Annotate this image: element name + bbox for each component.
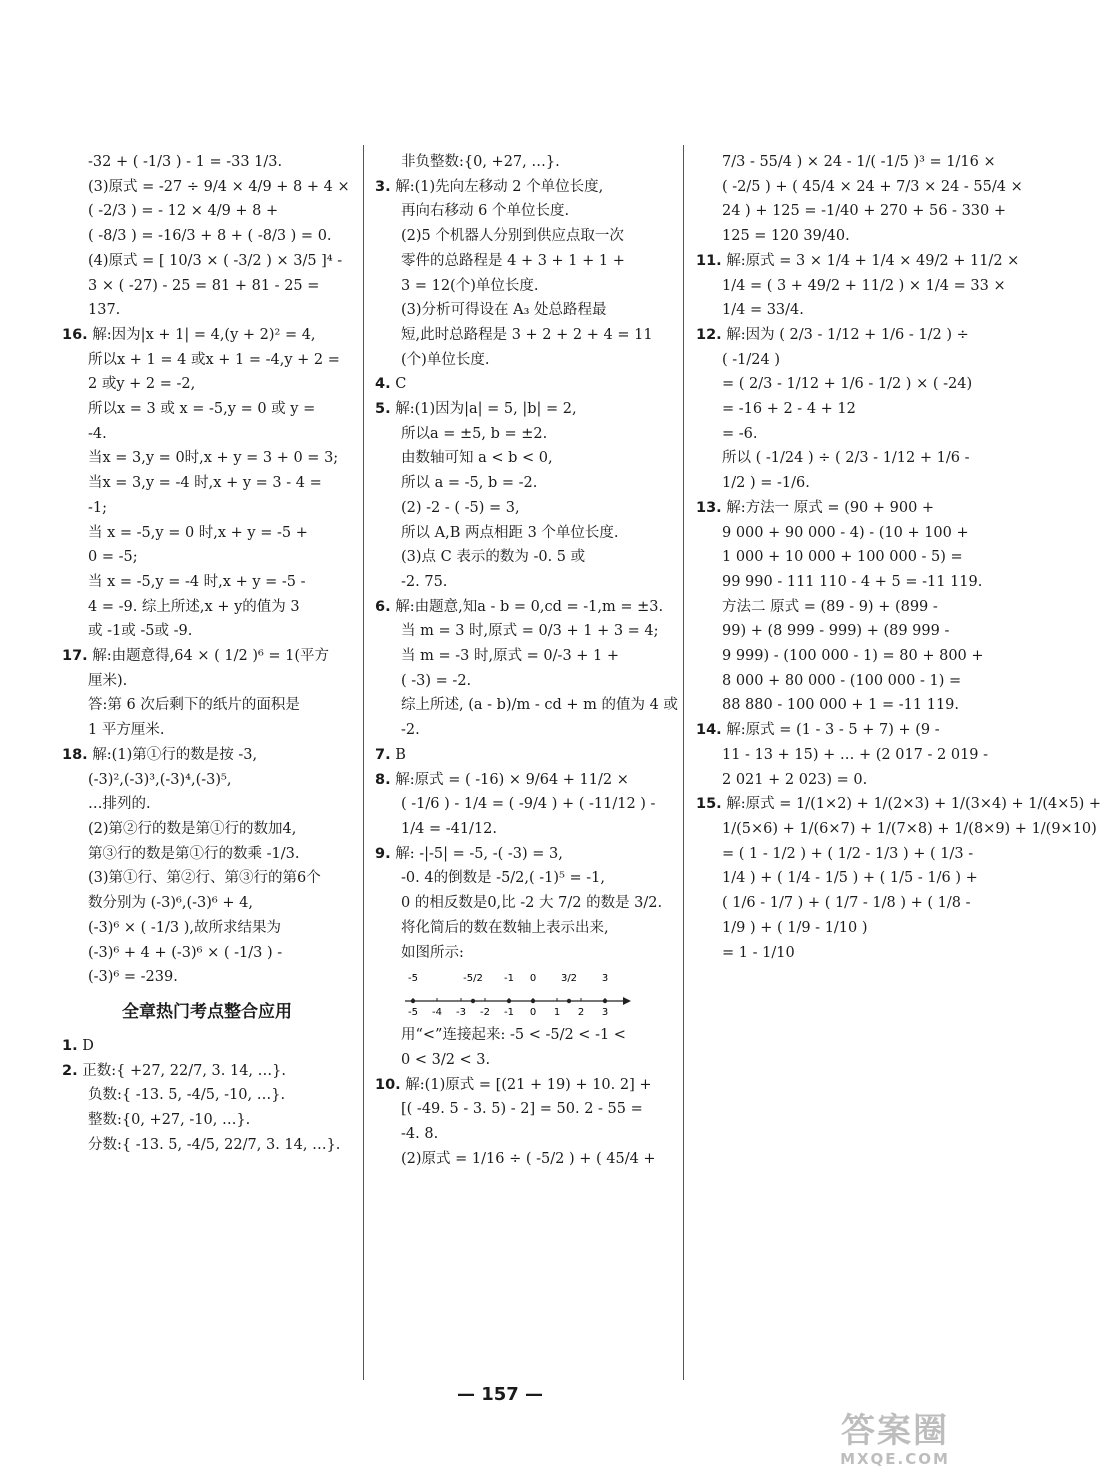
answer-text: 整数:{0, +27, -10, …}. bbox=[88, 1112, 251, 1129]
answer-text: 非负整数:{0, +27, …}. bbox=[401, 154, 560, 170]
answer-text: ( -3) = -2. bbox=[401, 672, 472, 689]
answer-line bbox=[62, 595, 352, 620]
answer-text: ( -2/5 ) + ( 45/4 × 24 + 7/3 × 24 - 55/4 × bbox=[722, 178, 1023, 195]
answer-text: 8 000 + 80 000 - (100 000 - 1) = bbox=[722, 672, 962, 689]
answer-text: (-3)⁶ × ( -1/3 ),故所求结果为 bbox=[88, 919, 281, 936]
answer-text: 1/(5×6) + 1/(6×7) + 1/(7×8) + 1/(8×9) + 1/(9×10) bbox=[722, 820, 1097, 837]
answer-text: 1/4 ) + ( 1/4 - 1/5 ) + ( 1/5 - 1/6 ) + bbox=[722, 870, 978, 887]
answer-line bbox=[375, 866, 665, 891]
answer-text: = -6. bbox=[722, 425, 758, 442]
answer-text: 解:因为|x + 1| = 4,(y + 2)² = 4, bbox=[92, 326, 316, 343]
answer-line bbox=[375, 595, 665, 620]
answer-text: 正数:{ +27, 22/7, 3. 14, …}. bbox=[82, 1062, 286, 1079]
question-number: 3. bbox=[375, 178, 391, 195]
answer-text: ( -1/24 ) bbox=[722, 351, 780, 368]
answer-line bbox=[696, 570, 986, 595]
answer-line bbox=[375, 471, 665, 496]
tick-label: 0 bbox=[529, 1007, 537, 1019]
answer-text: -2. bbox=[401, 722, 420, 739]
answer-line bbox=[375, 743, 665, 768]
answer-text: -1; bbox=[88, 499, 108, 516]
answer-text: (3)第①行、第②行、第③行的第6个 bbox=[88, 870, 321, 887]
answer-line bbox=[375, 323, 665, 348]
question-number: 18. bbox=[62, 746, 88, 763]
point-marker bbox=[603, 999, 607, 1003]
answer-line bbox=[62, 249, 352, 274]
answer-line bbox=[696, 496, 986, 521]
answer-text: 负数:{ -13. 5, -4/5, -10, …}. bbox=[88, 1087, 286, 1104]
answer-text: ( -8/3 ) = -16/3 + 8 + ( -8/3 ) = 0. bbox=[88, 228, 332, 245]
question-number: 2. bbox=[62, 1062, 78, 1079]
answer-line bbox=[375, 1048, 665, 1073]
tick-label: 2 bbox=[577, 1007, 585, 1019]
answer-line bbox=[62, 644, 352, 669]
answer-text: (2)5 个机器人分别到供应点取一次 bbox=[401, 228, 624, 245]
answer-line bbox=[375, 397, 665, 422]
answer-line bbox=[696, 718, 986, 743]
answer-line bbox=[62, 792, 352, 817]
question-number: 13. bbox=[696, 499, 722, 516]
question-number: 7. bbox=[375, 746, 391, 763]
question-number: 16. bbox=[62, 326, 88, 343]
answer-line bbox=[696, 471, 986, 496]
answer-line bbox=[62, 446, 352, 471]
answer-text: 88 880 - 100 000 + 1 = -11 119. bbox=[722, 697, 960, 714]
answer-line bbox=[375, 916, 665, 941]
answer-text: ( -2/3 ) = - 12 × 4/9 + 8 + bbox=[88, 203, 279, 220]
point-marker bbox=[411, 999, 415, 1003]
answer-text: (个)单位长度. bbox=[401, 351, 490, 368]
answer-text: -2. 75. bbox=[401, 573, 448, 590]
answer-text: 3 × ( -27) - 25 = 81 + 81 - 25 = bbox=[88, 277, 320, 294]
answer-line bbox=[696, 644, 986, 669]
answer-line bbox=[375, 1073, 665, 1098]
answer-text: 解:由题意,知a - b = 0,cd = -1,m = ±3. bbox=[395, 598, 664, 615]
answer-line bbox=[62, 545, 352, 570]
answer-text: 24 ) + 125 = -1/40 + 270 + 56 - 330 + bbox=[722, 203, 1007, 220]
answer-text: 3 = 12(个)单位长度. bbox=[401, 277, 539, 294]
answer-text: 数分别为 (-3)⁶,(-3)⁶ + 4, bbox=[88, 895, 253, 912]
answer-text: = ( 1 - 1/2 ) + ( 1/2 - 1/3 ) + ( 1/3 - bbox=[722, 845, 974, 862]
answer-line bbox=[62, 521, 352, 546]
answer-line bbox=[62, 397, 352, 422]
answer-line bbox=[62, 224, 352, 249]
answer-text: = ( 2/3 - 1/12 + 1/6 - 1/2 ) × ( -24) bbox=[722, 376, 973, 393]
answer-line bbox=[62, 471, 352, 496]
answer-line bbox=[375, 521, 665, 546]
answer-text: 1/4 = ( 3 + 49/2 + 11/2 ) × 1/4 = 33 × bbox=[722, 277, 1006, 294]
answer-line bbox=[62, 1133, 352, 1158]
answer-text: 所以x + 1 = 4 或x + 1 = -4,y + 2 = bbox=[88, 351, 340, 368]
answer-line bbox=[696, 298, 986, 323]
answer-line bbox=[62, 422, 352, 447]
answer-text: 分数:{ -13. 5, -4/5, 22/7, 3. 14, …}. bbox=[88, 1136, 341, 1153]
answer-text: 0 的相反数是0,比 -2 大 7/2 的数是 3/2. bbox=[401, 895, 663, 912]
watermark-url: MXQE.COM bbox=[840, 1450, 950, 1468]
point-label: -5/2 bbox=[463, 973, 483, 985]
answer-line bbox=[375, 224, 665, 249]
answer-text: 所以 A,B 两点相距 3 个单位长度. bbox=[401, 524, 619, 541]
answer-line bbox=[62, 323, 352, 348]
answer-line bbox=[375, 175, 665, 200]
answer-text: D bbox=[82, 1037, 94, 1054]
answer-line bbox=[375, 249, 665, 274]
answer-line bbox=[375, 669, 665, 694]
question-number: 10. bbox=[375, 1076, 401, 1093]
answer-text: 1/4 = -41/12. bbox=[401, 820, 497, 837]
answer-line bbox=[375, 496, 665, 521]
answer-text: -4. bbox=[88, 425, 107, 442]
answer-text: -0. 4的倒数是 -5/2,( -1)⁵ = -1, bbox=[401, 870, 605, 887]
answer-line bbox=[375, 891, 665, 916]
answer-line bbox=[62, 570, 352, 595]
answer-text: 解:原式 = 3 × 1/4 + 1/4 × 49/2 + 11/2 × bbox=[726, 252, 1020, 269]
tick-label: 1 bbox=[553, 1007, 561, 1019]
answer-line bbox=[696, 891, 986, 916]
answer-text: 厘米). bbox=[88, 672, 128, 689]
question-number: 6. bbox=[375, 598, 391, 615]
answer-text: 解:方法一 原式 = (90 + 900 + bbox=[726, 499, 935, 516]
answer-text: 当x = 3,y = -4 时,x + y = 3 - 4 = bbox=[88, 475, 322, 492]
tick-label: -4 bbox=[432, 1007, 442, 1019]
question-number: 17. bbox=[62, 648, 88, 665]
answer-text: 99) + (8 999 - 999) + (89 999 - bbox=[722, 623, 950, 640]
tick-label: -5 bbox=[408, 1007, 418, 1019]
answer-text: 所以a = ±5, b = ±2. bbox=[401, 425, 548, 442]
answer-text: 0 = -5; bbox=[88, 549, 138, 566]
answer-line bbox=[375, 570, 665, 595]
answer-text: -4. 8. bbox=[401, 1126, 439, 1143]
answer-text: 11 - 13 + 15) + … + (2 017 - 2 019 - bbox=[722, 746, 989, 763]
answer-text: 当 x = -5,y = 0 时,x + y = -5 + bbox=[88, 524, 308, 541]
question-number: 11. bbox=[696, 252, 722, 269]
answer-line bbox=[696, 619, 986, 644]
question-number: 8. bbox=[375, 771, 391, 788]
answer-text: 解:(1)原式 = [(21 + 19) + 10. 2] + bbox=[405, 1076, 652, 1093]
answer-line bbox=[375, 545, 665, 570]
answer-line bbox=[375, 941, 665, 966]
answer-line bbox=[375, 348, 665, 373]
answer-text: 1/2 ) = -1/6. bbox=[722, 475, 810, 492]
answer-text: B bbox=[395, 746, 406, 763]
answer-text: 将化简后的数在数轴上表示出来, bbox=[401, 919, 609, 936]
answer-text: 由数轴可知 a < b < 0, bbox=[401, 450, 553, 467]
tick-label: 3 bbox=[601, 1007, 609, 1019]
answer-line bbox=[696, 175, 1023, 200]
answer-text: 2 或y + 2 = -2, bbox=[88, 376, 196, 393]
answer-text: 综上所述, (a - b)/m - cd + m 的值为 4 或 bbox=[401, 697, 678, 714]
point-label: 3/2 bbox=[560, 973, 578, 985]
answer-text: 答:第 6 次后剩下的纸片的面积是 bbox=[88, 697, 300, 714]
answer-line bbox=[375, 422, 665, 447]
answer-line bbox=[375, 372, 665, 397]
answer-text: 短,此时总路程是 3 + 2 + 2 + 4 = 11 bbox=[401, 326, 653, 343]
answer-text: 125 = 120 39/40. bbox=[722, 228, 850, 245]
answer-text: (3)原式 = -27 ÷ 9/4 × 4/9 + 8 + 4 × bbox=[88, 178, 350, 195]
answer-line bbox=[375, 817, 665, 842]
question-number: 15. bbox=[696, 796, 722, 813]
question-number: 1. bbox=[62, 1037, 78, 1054]
answer-text: 解:因为 ( 2/3 - 1/12 + 1/6 - 1/2 ) ÷ bbox=[726, 326, 969, 343]
answer-line bbox=[62, 1059, 352, 1084]
answer-line bbox=[696, 422, 986, 447]
answer-text: = 1 - 1/10 bbox=[722, 944, 795, 961]
answer-line bbox=[62, 298, 352, 323]
answer-line bbox=[375, 274, 665, 299]
answer-text: 方法二 原式 = (89 - 9) + (899 - bbox=[722, 598, 938, 615]
answer-text: 再向右移动 6 个单位长度. bbox=[401, 203, 570, 220]
answer-line bbox=[696, 150, 996, 175]
answer-text: (3)点 C 表示的数为 -0. 5 或 bbox=[401, 549, 586, 566]
answer-line bbox=[375, 842, 665, 867]
tick-label: -2 bbox=[480, 1007, 490, 1019]
answer-line bbox=[62, 496, 352, 521]
point-marker bbox=[471, 999, 475, 1003]
answer-line bbox=[375, 199, 665, 224]
answer-text: 如图所示: bbox=[401, 944, 464, 961]
answer-text: 0 < 3/2 < 3. bbox=[401, 1051, 491, 1068]
answer-line bbox=[62, 1083, 352, 1108]
point-marker bbox=[567, 999, 571, 1003]
question-number: 14. bbox=[696, 722, 722, 739]
answer-line bbox=[62, 768, 352, 793]
answer-line bbox=[375, 718, 665, 743]
answer-line bbox=[375, 446, 665, 471]
question-number: 9. bbox=[375, 845, 391, 862]
answer-text: (-3)⁶ = -239. bbox=[88, 969, 178, 986]
answer-line bbox=[696, 348, 986, 373]
answer-text: ( -1/6 ) - 1/4 = ( -9/4 ) + ( -11/12 ) - bbox=[401, 796, 656, 813]
answer-line bbox=[375, 1097, 665, 1122]
answer-text: C bbox=[395, 376, 407, 393]
page-number: — 157 — bbox=[456, 1384, 544, 1405]
answer-text: 解:(1)因为|a| = 5, |b| = 2, bbox=[395, 401, 577, 418]
answer-line bbox=[696, 916, 986, 941]
answer-text: ( 1/6 - 1/7 ) + ( 1/7 - 1/8 ) + ( 1/8 - bbox=[722, 895, 971, 912]
number-line-figure bbox=[401, 967, 631, 1019]
answer-text: 解:原式 = ( -16) × 9/64 + 11/2 × bbox=[395, 771, 629, 788]
answer-line bbox=[375, 298, 665, 323]
answer-text: 所以 a = -5, b = -2. bbox=[401, 475, 538, 492]
answer-line bbox=[62, 916, 352, 941]
point-label: 0 bbox=[529, 973, 537, 985]
answer-line bbox=[696, 446, 986, 471]
answer-line bbox=[696, 866, 986, 891]
answer-line bbox=[62, 175, 352, 200]
point-marker bbox=[531, 999, 535, 1003]
answer-line bbox=[375, 644, 665, 669]
answer-line bbox=[62, 718, 352, 743]
point-marker bbox=[507, 999, 511, 1003]
answer-text: 137. bbox=[88, 302, 121, 319]
answer-line bbox=[62, 842, 352, 867]
answer-line bbox=[62, 817, 352, 842]
question-number: 5. bbox=[375, 401, 391, 418]
answer-text: 用“<”连接起来: -5 < -5/2 < -1 < bbox=[401, 1027, 626, 1044]
point-label: 3 bbox=[601, 973, 609, 985]
left-column bbox=[62, 150, 352, 1380]
answer-text: (2)第②行的数是第①行的数加4, bbox=[88, 820, 297, 837]
answer-text: (3)分析可得设在 A₃ 处总路程最 bbox=[401, 302, 607, 319]
arrow-icon bbox=[623, 997, 631, 1005]
answer-text: 解:(1)第①行的数是按 -3, bbox=[92, 746, 258, 763]
section-heading: 全章热门考点整合应用 bbox=[122, 1001, 292, 1022]
answer-text: 1 平方厘米. bbox=[88, 722, 165, 739]
answer-line bbox=[696, 521, 986, 546]
answer-text: [( -49. 5 - 3. 5) - 2] = 50. 2 - 55 = bbox=[401, 1101, 643, 1118]
answer-text: 所以x = 3 或 x = -5,y = 0 或 y = bbox=[88, 401, 316, 418]
answer-text: 当 m = 3 时,原式 = 0/3 + 1 + 3 = 4; bbox=[401, 623, 659, 640]
answer-line bbox=[696, 274, 1006, 299]
answer-text: = -16 + 2 - 4 + 12 bbox=[722, 401, 856, 418]
answer-line bbox=[62, 150, 352, 175]
answer-text: 7/3 - 55/4 ) × 24 - 1/( -1/5 )³ = 1/16 × bbox=[722, 154, 996, 170]
answer-line bbox=[62, 965, 352, 990]
answer-text: 9 000 + 90 000 - 4) - (10 + 100 + bbox=[722, 524, 969, 541]
answer-line bbox=[62, 743, 352, 768]
answer-line bbox=[696, 323, 986, 348]
answer-line bbox=[696, 792, 1101, 817]
answer-line bbox=[375, 1122, 665, 1147]
column-divider bbox=[683, 145, 684, 1380]
answer-text: -32 + ( -1/3 ) - 1 = -33 1/3. bbox=[88, 154, 283, 170]
answer-line bbox=[375, 1023, 665, 1048]
answer-line bbox=[696, 249, 1020, 274]
answer-line bbox=[375, 693, 678, 718]
answer-text: (2) -2 - ( -5) = 3, bbox=[401, 499, 520, 516]
answer-line bbox=[62, 891, 352, 916]
answer-text: 解:由题意得,64 × ( 1/2 )⁶ = 1(平方 bbox=[92, 648, 330, 665]
answer-line bbox=[696, 842, 986, 867]
answer-text: 当 m = -3 时,原式 = 0/-3 + 1 + bbox=[401, 648, 620, 665]
answer-text: 2 021 + 2 023) = 0. bbox=[722, 771, 868, 788]
answer-line bbox=[62, 1108, 352, 1133]
answer-line bbox=[62, 619, 352, 644]
answer-line bbox=[696, 693, 986, 718]
answer-line bbox=[696, 397, 986, 422]
answer-line bbox=[696, 743, 989, 768]
answer-text: (2)原式 = 1/16 ÷ ( -5/2 ) + ( 45/4 + bbox=[401, 1150, 656, 1167]
answer-line bbox=[62, 941, 352, 966]
answer-line bbox=[375, 150, 665, 175]
answer-line bbox=[62, 348, 352, 373]
answer-line bbox=[696, 595, 986, 620]
watermark-logo bbox=[795, 1412, 995, 1468]
answer-text: 1/9 ) + ( 1/9 - 1/10 ) bbox=[722, 919, 868, 936]
watermark-title: 答案圈 bbox=[841, 1411, 949, 1451]
answer-text: 99 990 - 111 110 - 4 + 5 = -11 119. bbox=[722, 573, 983, 590]
answer-line bbox=[696, 372, 986, 397]
answer-text: …排列的. bbox=[88, 796, 151, 813]
answer-line bbox=[62, 693, 352, 718]
answer-line bbox=[62, 669, 352, 694]
answer-text: 1 000 + 10 000 + 100 000 - 5) = bbox=[722, 549, 963, 566]
answer-text: 9 999) - (100 000 - 1) = 80 + 800 + bbox=[722, 648, 984, 665]
answer-text: 当x = 3,y = 0时,x + y = 3 + 0 = 3; bbox=[88, 450, 339, 467]
answer-line bbox=[696, 545, 986, 570]
right-column bbox=[696, 150, 1101, 1380]
answer-text: 1/4 = 33/4. bbox=[722, 302, 804, 319]
answer-text: 零件的总路程是 4 + 3 + 1 + 1 + bbox=[401, 252, 625, 269]
answer-line bbox=[696, 669, 986, 694]
answer-line bbox=[62, 1034, 352, 1059]
answer-text: 解:原式 = (1 - 3 - 5 + 7) + (9 - bbox=[726, 722, 940, 739]
answer-line bbox=[375, 1147, 665, 1172]
answer-line bbox=[62, 199, 352, 224]
answer-line bbox=[375, 619, 665, 644]
answer-line bbox=[696, 941, 986, 966]
answer-line bbox=[62, 372, 352, 397]
answer-text: 第③行的数是第①行的数乘 -1/3. bbox=[88, 845, 300, 862]
question-number: 4. bbox=[375, 376, 391, 393]
answer-line bbox=[696, 224, 986, 249]
answer-text: 4 = -9. 综上所述,x + y的值为 3 bbox=[88, 598, 300, 615]
column-divider bbox=[363, 145, 364, 1380]
question-number: 12. bbox=[696, 326, 722, 343]
answer-line bbox=[62, 866, 352, 891]
middle-column bbox=[375, 150, 678, 1380]
answer-line bbox=[375, 792, 665, 817]
answer-text: 当 x = -5,y = -4 时,x + y = -5 - bbox=[88, 573, 306, 590]
answer-text: (-3)⁶ + 4 + (-3)⁶ × ( -1/3 ) - bbox=[88, 944, 283, 961]
point-label: -5 bbox=[408, 973, 418, 985]
answer-text: (4)原式 = [ 10/3 × ( -3/2 ) × 3/5 ]⁴ - bbox=[88, 252, 343, 269]
answer-line bbox=[696, 768, 986, 793]
tick-label: -1 bbox=[504, 1007, 514, 1019]
answer-text: (-3)²,(-3)³,(-3)⁴,(-3)⁵, bbox=[88, 771, 232, 788]
answer-text: 或 -1或 -5或 -9. bbox=[88, 623, 193, 640]
tick-label: -3 bbox=[456, 1007, 466, 1019]
answer-line bbox=[696, 199, 1007, 224]
answer-text: 所以 ( -1/24 ) ÷ ( 2/3 - 1/12 + 1/6 - bbox=[722, 450, 970, 467]
answer-text: 解:原式 = 1/(1×2) + 1/(2×3) + 1/(3×4) + 1/(4×5) + bbox=[726, 796, 1101, 813]
point-label: -1 bbox=[504, 973, 514, 985]
answer-line bbox=[696, 817, 1097, 842]
answer-text: 解:(1)先向左移动 2 个单位长度, bbox=[395, 178, 604, 195]
answer-line bbox=[375, 768, 665, 793]
answer-text: 解: -|-5| = -5, -( -3) = 3, bbox=[395, 845, 563, 862]
answer-line bbox=[62, 274, 352, 299]
